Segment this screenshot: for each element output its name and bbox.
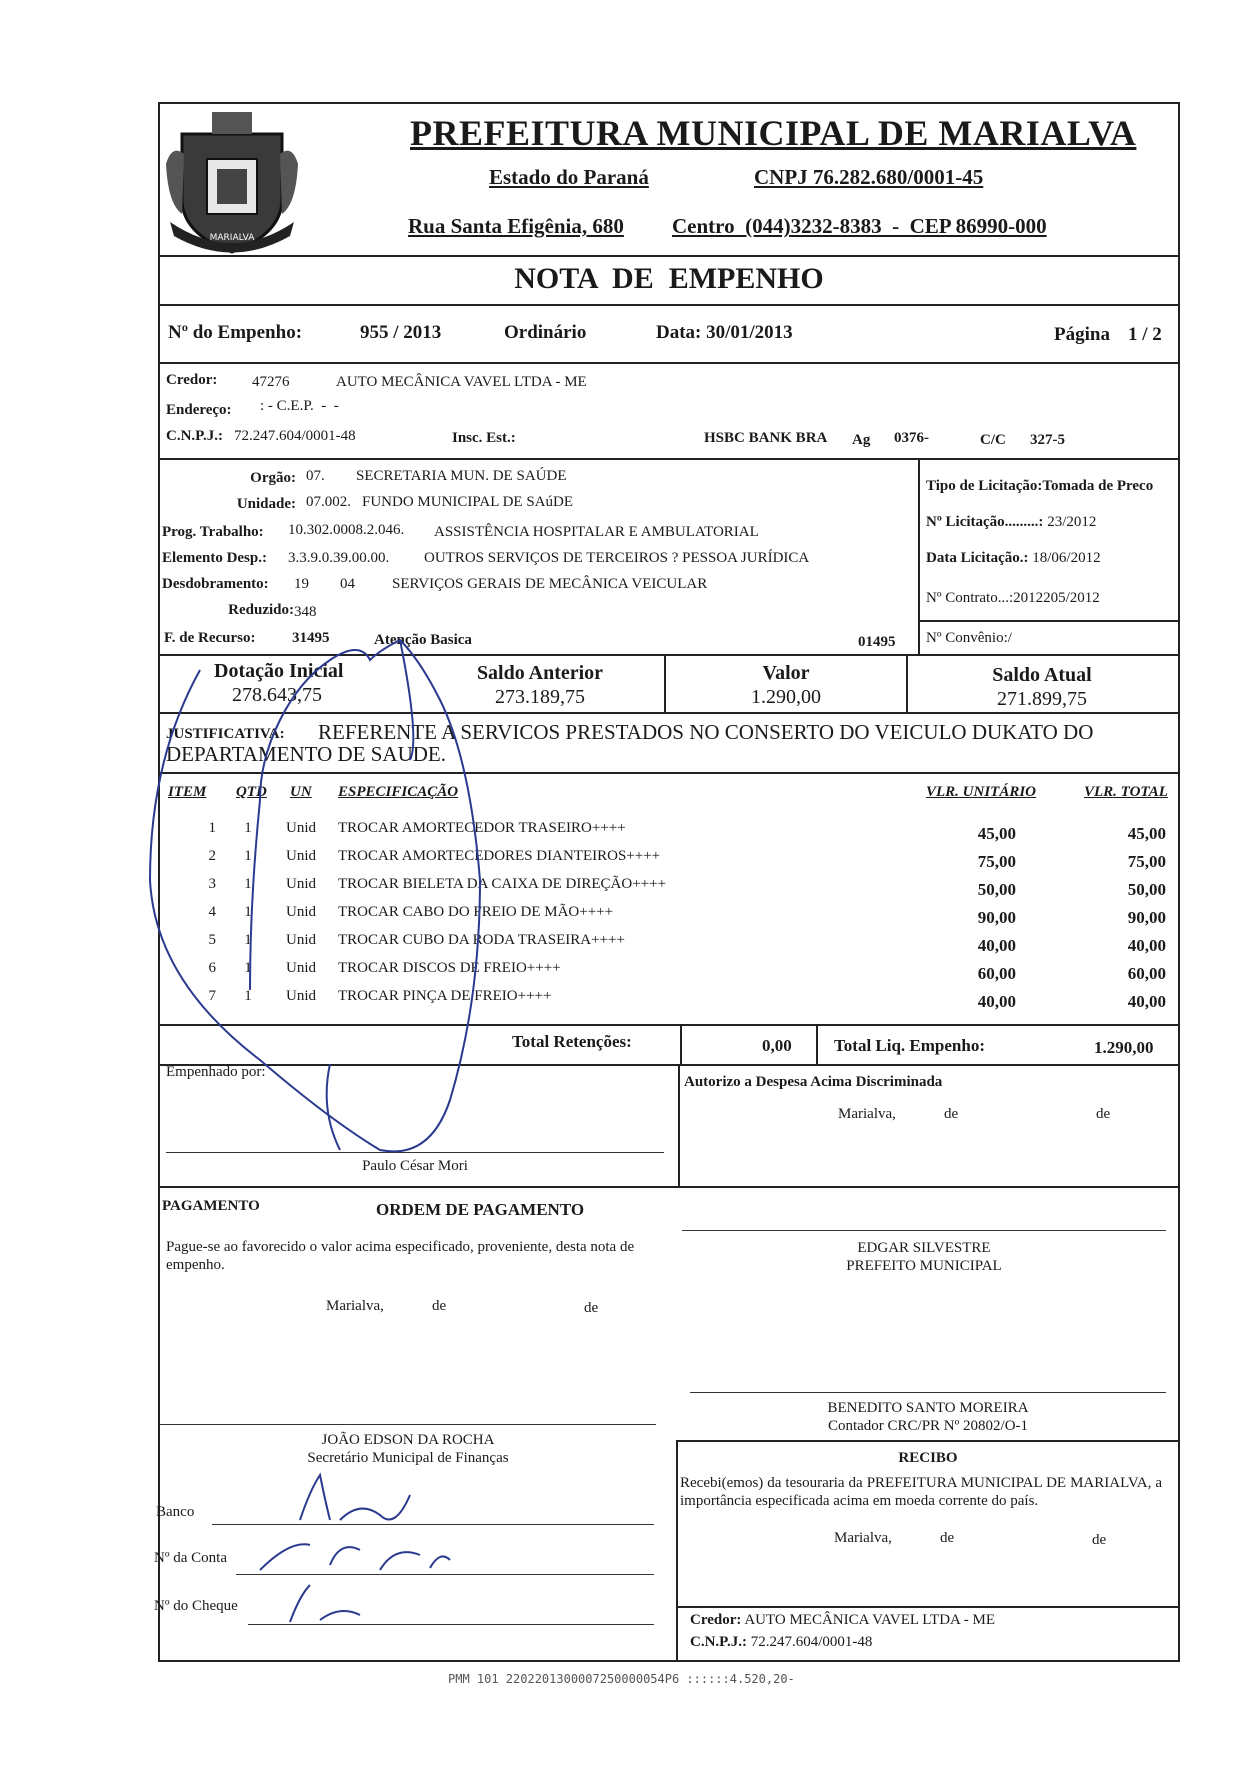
orgao-label: Orgão: [250,470,296,486]
item-number: 3 [208,876,216,892]
page-label: Página [1054,324,1110,345]
pagamento-city: Marialva, [326,1298,384,1314]
item-qtd: 1 [244,904,252,920]
autorizo-label: Autorizo a Despesa Acima Discriminada [684,1074,943,1090]
col-item: ITEM [168,784,207,800]
prog-code: 10.302.0008.2.046. [288,522,405,538]
credor-code: 47276 [252,374,290,390]
empenho-date: Data: 30/01/2013 [656,322,793,343]
empenhado-name: Paulo César Mori [362,1158,468,1174]
item-unit: Unid [286,876,316,892]
pagamento-de2: de [584,1300,599,1316]
document-title: NOTA DE EMPENHO [514,262,824,295]
licitacao-tipo-text: Tipo de Licitação:Tomada de Preco [926,478,1154,494]
item-total-price: 45,00 [1127,824,1166,843]
municipality-contact: Centro (044)3232-8383 - CEP 86990-000 [672,214,1047,238]
licitacao-data-label: Data Licitação.: [926,550,1029,566]
recurso-label: F. de Recurso: [164,630,256,646]
recurso-right-code: 01495 [858,634,896,650]
licitacao-tipo [926,478,1153,495]
licitacao-convenio: Nº Convênio:/ [926,630,1012,646]
desdobramento-name: SERVIÇOS GERAIS DE MECÂNICA VEICULAR [392,576,708,592]
item-unit-price: 40,00 [977,936,1016,955]
item-total-price: 60,00 [1127,964,1166,983]
dotacao-label: Dotação Inicial [214,660,344,682]
item-qtd: 1 [244,820,252,836]
item-unit-price: 45,00 [977,824,1016,843]
item-unit-price: 75,00 [977,852,1016,871]
licitacao-numero-label: Nº Licitação.........: [926,514,1044,530]
licitacao-contrato: Nº Contrato...:2012205/2012 [926,590,1100,606]
retencoes-label: Total Retenções: [512,1032,632,1051]
unidade-code: 07.002. [306,494,351,510]
endereco-value: : - C.E.P. - - [260,398,339,414]
col-total: VLR. TOTAL [1084,784,1168,800]
credor-name: AUTO MECÂNICA VAVEL LTDA - ME [336,374,587,390]
secretario-name: JOÃO EDSON DA ROCHA [321,1432,495,1448]
item-number: 7 [208,988,216,1004]
account-label: C/C [980,432,1006,448]
retencoes-value: 0,00 [762,1036,792,1055]
col-un: UN [290,784,312,800]
secretario-role: Secretário Municipal de Finanças [307,1450,509,1466]
item-description: TROCAR CUBO DA RODA TRASEIRA++++ [338,932,625,948]
saldo-atual-value: 271.899,75 [997,688,1087,710]
item-qtd: 1 [244,876,252,892]
recibo-title: RECIBO [898,1450,958,1466]
valor-label: Valor [762,662,810,684]
item-unit-price: 40,00 [977,992,1016,1011]
elemento-code: 3.3.9.0.39.00.00. [288,550,390,566]
item-description: TROCAR CABO DO FREIO DE MÃO++++ [338,904,614,920]
justificativa-line2: DEPARTAMENTO DE SAUDE. [166,742,446,766]
saldo-anterior-value: 273.189,75 [495,686,585,708]
insc-est-label: Insc. Est.: [452,430,516,446]
item-qtd: 1 [244,848,252,864]
item-total-price: 50,00 [1127,880,1166,899]
item-unit: Unid [286,932,316,948]
recurso-name: Atenção Basica [374,632,472,648]
recibo-de2: de [1092,1532,1107,1548]
licitacao-data-value: 18/06/2012 [1032,550,1101,566]
ordem-pagamento-title: ORDEM DE PAGAMENTO [376,1200,585,1219]
scan-footer-code: PMM 101 2202201300007250000054P6 ::::::4.520,20- [448,1672,795,1686]
unidade-label: Unidade: [236,496,296,512]
elemento-label: Elemento Desp.: [162,550,267,566]
saldo-anterior-label: Saldo Anterior [476,662,604,684]
col-espec: ESPECIFICAÇÃO [338,784,459,800]
item-unit-price: 90,00 [977,908,1016,927]
item-description: TROCAR BIELETA DA CAIXA DE DIREÇÃO++++ [338,876,667,892]
orgao-code: 07. [306,468,325,484]
cheque-label: Nº do Cheque [154,1598,238,1614]
unidade-name: FUNDO MUNICIPAL DE SAúDE [362,494,573,510]
empenho-number: 955 / 2013 [360,322,442,343]
pagamento-de1: de [432,1298,447,1314]
liquido-label: Total Liq. Empenho: [834,1036,985,1055]
prefeito-role: PREFEITO MUNICIPAL [846,1258,1002,1274]
desdobramento-b: 04 [340,576,355,592]
credor-footer-label: Credor: [690,1612,742,1628]
empenhado-label: Empenhado por: [166,1064,266,1080]
item-number: 1 [208,820,216,836]
item-number: 4 [208,904,216,920]
cnpj-label: C.N.P.J.: [166,428,223,444]
municipality-address: Rua Santa Efigênia, 680 [408,214,624,238]
contador-name: BENEDITO SANTO MOREIRA [827,1400,1029,1416]
item-description: TROCAR AMORTECEDORES DIANTEIROS++++ [338,848,661,864]
item-unit: Unid [286,988,316,1004]
recibo-city: Marialva, [834,1530,892,1546]
agency-number: 0376- [894,430,929,446]
credor-footer-cnpj-label: C.N.P.J.: [690,1634,747,1650]
credor-footer-cnpj [690,1634,872,1651]
autorizo-de1: de [944,1106,959,1122]
reduzido-label: Reduzido: [228,602,294,618]
item-unit: Unid [286,904,316,920]
autorizo-city: Marialva, [838,1106,896,1122]
autorizo-de2: de [1096,1106,1111,1122]
item-number: 2 [208,848,216,864]
municipality-cnpj: CNPJ 76.282.680/0001-45 [754,165,984,189]
licitacao-numero-value: 23/2012 [1047,514,1097,530]
agency-label: Ag [852,432,871,448]
licitacao-numero [926,514,1096,531]
pagamento-text: Pague-se ao favorecido o valor acima especificado, proveniente, desta nota de empenho. [166,1239,635,1273]
empenho-number-label: Nº do Empenho: [168,322,303,343]
prog-label: Prog. Trabalho: [162,524,264,540]
credor-label: Credor: [166,372,218,388]
item-total-price: 40,00 [1127,936,1166,955]
empenho-type: Ordinário [504,322,587,343]
item-number: 6 [208,960,216,976]
justificativa-label: JUSTIFICATIVA: [166,726,285,742]
reduzido-value: 348 [294,604,317,620]
justificativa-line1: REFERENTE A SERVICOS PRESTADOS NO CONSERTO DO VEICULO DUKATO DO [318,720,1094,744]
account-number: 327-5 [1030,432,1065,448]
item-description: TROCAR AMORTECEDOR TRASEIRO++++ [338,820,626,836]
desdobramento-a: 19 [294,576,309,592]
item-total-price: 40,00 [1127,992,1166,1011]
page-number: 1 / 2 [1128,324,1162,345]
credor-cnpj: 72.247.604/0001-48 [234,428,356,444]
item-description: TROCAR DISCOS DE FREIO++++ [338,960,561,976]
recibo-text: Recebi(emos) da tesouraria da PREFEITURA MUNICIPAL DE MARIALVA, a importância especificada acima em moeda corrente do país. [680,1475,1162,1509]
item-description: TROCAR PINÇA DE FREIO++++ [338,988,552,1004]
item-number: 5 [208,932,216,948]
contador-role: Contador CRC/PR Nº 20802/O-1 [827,1418,1029,1434]
endereco-label: Endereço: [166,402,232,418]
desdobramento-label: Desdobramento: [162,576,269,592]
valor-value: 1.290,00 [751,686,821,708]
item-unit: Unid [286,960,316,976]
item-qtd: 1 [244,960,252,976]
item-unit-price: 50,00 [977,880,1016,899]
credor-footer [690,1612,995,1629]
orgao-name: SECRETARIA MUN. DE SAÚDE [356,468,567,484]
item-qtd: 1 [244,988,252,1004]
recurso-code: 31495 [292,630,330,646]
liquido-value: 1.290,00 [1094,1038,1154,1057]
item-total-price: 75,00 [1127,852,1166,871]
pagamento-label: PAGAMENTO [162,1198,260,1214]
banco-label: Banco [156,1504,195,1520]
dotacao-value: 278.643,75 [232,684,322,706]
item-unit: Unid [286,848,316,864]
conta-label: Nº da Conta [154,1550,227,1566]
item-unit: Unid [286,820,316,836]
elemento-name: OUTROS SERVIÇOS DE TERCEIROS ? PESSOA JURÍDICA [424,550,810,566]
col-unit: VLR. UNITÁRIO [926,784,1037,800]
recibo-de1: de [940,1530,955,1546]
crest-banner-text: MARIALVA [209,233,255,243]
bank-name: HSBC BANK BRA [704,430,828,446]
col-qtd: QTD [236,784,267,800]
licitacao-data [926,550,1101,567]
item-unit-price: 60,00 [977,964,1016,983]
prog-name: ASSISTÊNCIA HOSPITALAR E AMBULATORIAL [434,524,759,540]
credor-footer-cnpj-value: 72.247.604/0001-48 [750,1634,873,1650]
saldo-atual-label: Saldo Atual [992,664,1092,686]
prefeito-name: EDGAR SILVESTRE [857,1240,991,1256]
municipality-title: PREFEITURA MUNICIPAL DE MARIALVA [410,113,1137,153]
credor-footer-name: AUTO MECÂNICA VAVEL LTDA - ME [744,1612,996,1628]
item-qtd: 1 [244,932,252,948]
item-total-price: 90,00 [1127,908,1166,927]
state-name: Estado do Paraná [489,165,649,189]
